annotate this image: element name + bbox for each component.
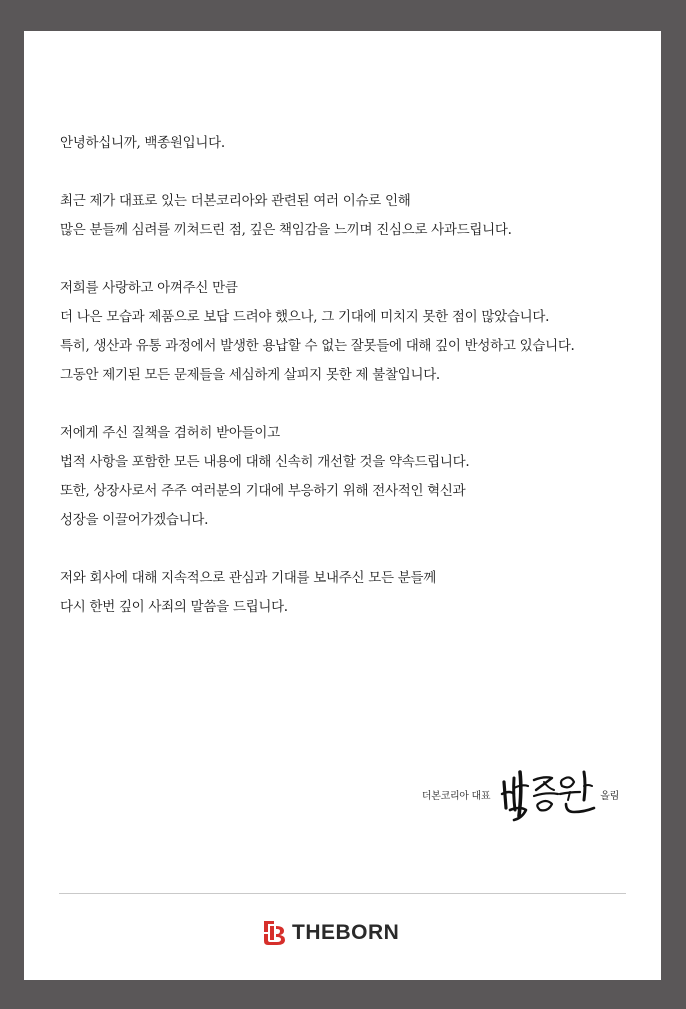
brand-wordmark: THEBORN [292, 921, 400, 944]
letter-paragraph-3 [60, 419, 640, 535]
letter-line: 또한, 상장사로서 주주 여러분의 기대에 부응하기 위해 전사적인 혁신과 [60, 483, 466, 499]
letter-line: 안녕하십니까, 백종원입니다. [60, 135, 225, 151]
signature-block [422, 764, 619, 824]
letter-line: 성장을 이끌어가겠습니다. [60, 512, 209, 528]
letter-paper [24, 31, 661, 980]
brand-footer [260, 917, 399, 949]
footer-divider [59, 893, 626, 894]
letter-paragraph-1 [60, 187, 640, 245]
letter-line: 법적 사항을 포함한 모든 내용에 대해 신속히 개선할 것을 약속드립니다. [60, 454, 470, 470]
letter-line: 다시 한번 깊이 사죄의 말씀을 드립니다. [60, 599, 288, 615]
letter-line: 많은 분들께 심려를 끼쳐드린 점, 깊은 책임감을 느끼며 진심으로 사과드립니다. [60, 222, 512, 238]
signature-closing: 올림 [600, 790, 619, 802]
letter-body [60, 129, 640, 622]
letter-line: 특히, 생산과 유통 과정에서 발생한 용납할 수 없는 잘못들에 대해 깊이 반성하고 있습니다. [60, 338, 575, 354]
letter-paragraph-2 [60, 274, 640, 390]
signature-title: 더본코리아 대표 [421, 790, 491, 802]
handwritten-signature [500, 764, 596, 824]
letter-line: 더 나은 모습과 제품으로 보답 드려야 했으나, 그 기대에 미치지 못한 점이 많았습니다. [60, 309, 550, 325]
letter-line: 그동안 제기된 모든 문제들을 세심하게 살피지 못한 제 불찰입니다. [60, 367, 440, 383]
letter-line: 저와 회사에 대해 지속적으로 관심과 기대를 보내주신 모든 분들께 [60, 570, 436, 586]
letter-line: 최근 제가 대표로 있는 더본코리아와 관련된 여러 이슈로 인해 [60, 193, 411, 209]
letter-line: 저희를 사랑하고 아껴주신 만큼 [60, 280, 238, 296]
letter-line: 저에게 주신 질책을 겸허히 받아들이고 [60, 425, 280, 441]
letter-greeting [60, 129, 640, 158]
letter-paragraph-4 [60, 564, 640, 622]
theborn-logo-icon [260, 918, 288, 948]
